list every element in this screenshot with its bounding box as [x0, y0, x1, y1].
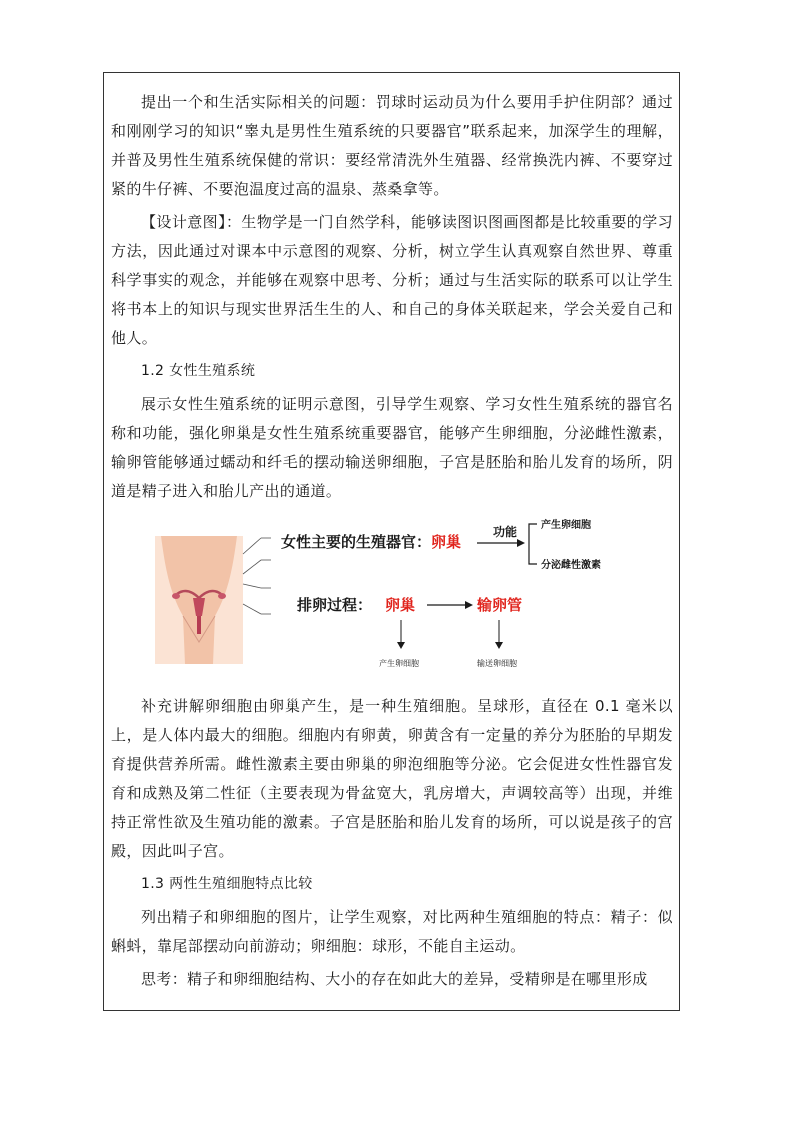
- main-organ-name: 卵巢: [431, 533, 462, 551]
- step-2-result: 输送卵细胞: [477, 659, 517, 668]
- document-content: [111, 88, 673, 994]
- female-anatomy-illustration: [155, 536, 243, 664]
- process-step-oviduct: 输卵管: [477, 596, 523, 614]
- section-heading-germ-cells: 1.3 两性生殖细胞特点比较: [141, 876, 313, 892]
- female-organ-diagram: [281, 514, 641, 686]
- female-reproductive-figure: [111, 514, 673, 686]
- paragraph-question: 提出一个和生活实际相关的问题：罚球时运动员为什么要用手护住阴部？通过和刚刚学习的知识“睾丸是男性生殖系统的只要器官”联系起来，加深学生的理解，并普及男性生殖系统保健的常识：要经常清洗外生殖器、经常换洗内裤、不要穿过紧的牛仔裤、不要泡温度过高的温泉、蒸桑拿等。: [111, 93, 673, 198]
- ovulation-process-label: 排卵过程：: [297, 596, 373, 614]
- step-1-result: 产生卵细胞: [379, 659, 419, 668]
- paragraph-female-system: 展示女性生殖系统的证明示意图，引导学生观察、学习女性生殖系统的器官名称和功能，强化卵巢是女性生殖系统重要器官，能够产生卵细胞，分泌雌性激素，输卵管能够通过蠕动和纤毛的摆动输送卵细胞，子宫是胚胎和胎儿发育的场所，阴道是精子进入和胎儿产出的通道。: [111, 395, 673, 500]
- process-arrow-head: [465, 601, 473, 609]
- paragraph-thinking: 思考：精子和卵细胞结构、大小的存在如此大的差异，受精卵是在哪里形成: [141, 970, 648, 988]
- function-arrow-head: [517, 539, 525, 547]
- paragraph-egg-cell: 补充讲解卵细胞由卵巢产生，是一种生殖细胞。呈球形，直径在 0.1 毫米以上，是人体内最大的细胞。细胞内有卵黄，卵黄含有一定量的养分为胚胎的早期发育提供营养所需。雌性激素主要由卵巢的卵泡细胞等分泌。它会促进女性性器官发育和成熟及第二性征（主要表现为骨盆宽大，乳房增大，声调较高等）出现，并维持正常性欲及生殖功能的激素。子宫是胚胎和胎儿发育的场所，可以说是孩子的宫殿，因此叫子宫。: [111, 697, 673, 860]
- function-item-1: 产生卵细胞: [541, 520, 591, 531]
- process-step-ovary: 卵巢: [385, 596, 416, 614]
- function-bracket: [529, 524, 537, 564]
- paragraph-design-intent: 【设计意图】：生物学是一门自然学科，能够读图识图画图都是比较重要的学习方法，因此通过对课本中示意图的观察、分析，树立学生认真观察自然世界、尊重科学事实的观念，并能够在观察中思考、分析；通过与生活实际的联系可以让学生将书本上的知识与现实世界活生生的人、和自己的身体关联起来，学会关爱自己和他人。: [111, 213, 673, 347]
- down-arrow-1-head: [397, 642, 405, 649]
- paragraph-germ-cell-compare: 列出精子和卵细胞的图片，让学生观察，对比两种生殖细胞的特点：精子：似蝌蚪，靠尾部摆动向前游动；卵细胞：球形，不能自主运动。: [111, 908, 673, 955]
- main-organ-label: 女性主要的生殖器官：: [281, 533, 432, 551]
- down-arrow-2-head: [495, 642, 503, 649]
- function-label: 功能: [493, 525, 518, 539]
- section-heading-female-system: 1.2 女性生殖系统: [141, 363, 256, 379]
- function-item-2: 分泌雌性激素: [541, 560, 601, 571]
